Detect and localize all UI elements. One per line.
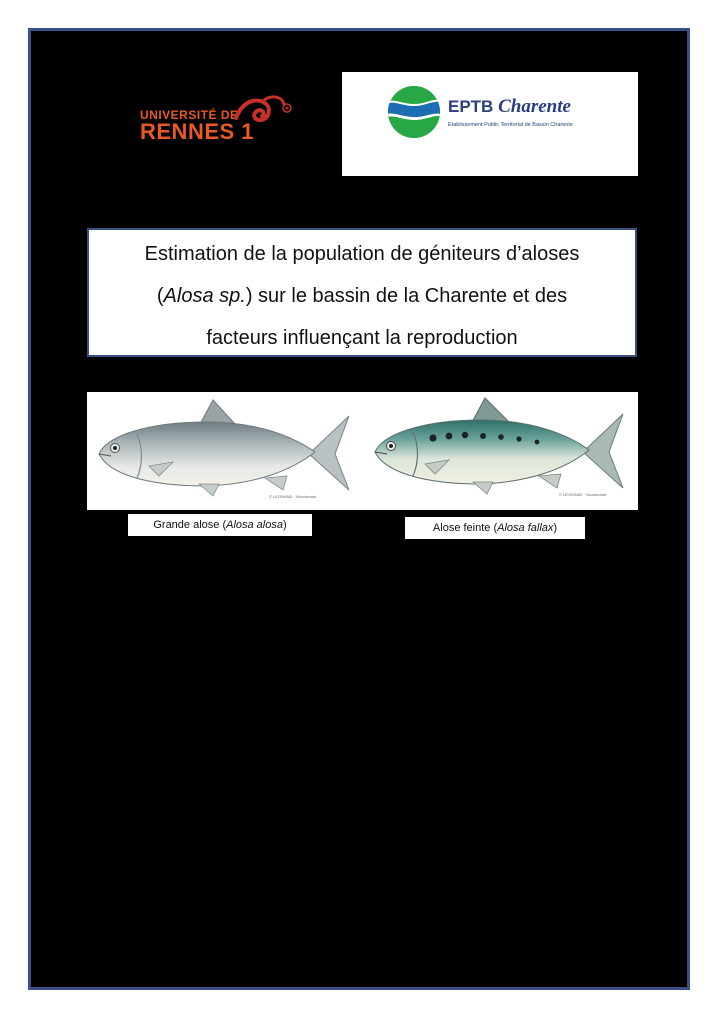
title-line-2: (Alosa sp.) sur le bassin de la Charente et des bbox=[156, 285, 568, 307]
eptb-logo-subtitle: Etablissement Public Territorial de Bassin Charente bbox=[448, 122, 573, 128]
eptb-logo-name-bold: EPTB bbox=[448, 97, 494, 116]
caption-alose-feinte: Alose feinte (Alosa fallax) bbox=[405, 517, 585, 539]
rennes-logo-line2: RENNES 1 bbox=[140, 119, 255, 144]
ermine-emblem-icon bbox=[232, 94, 294, 128]
alose-feinte-illustration bbox=[363, 392, 638, 510]
university-rennes-logo bbox=[138, 94, 298, 150]
title-species-italic: Alosa sp. bbox=[163, 285, 246, 307]
credit-grande-alose: © LEGRAND · Noodsonde bbox=[269, 494, 317, 499]
title-line-1: Estimation de la population de géniteurs d’aloses bbox=[144, 243, 580, 265]
eptb-charente-logo bbox=[342, 72, 638, 176]
title-line-3: facteurs influençant la reproduction bbox=[206, 327, 518, 349]
rennes-logo-line1: UNIVERSITÉ DE bbox=[140, 108, 239, 122]
grande-alose-illustration bbox=[87, 392, 363, 510]
eptb-logo-name-italic: Charente bbox=[498, 96, 571, 117]
fish-illustrations bbox=[87, 392, 638, 510]
credit-alose-feinte: © LEGRAND · Noodsonde bbox=[559, 492, 607, 497]
river-basin-emblem-icon bbox=[386, 84, 442, 140]
caption-grande-alose: Grande alose (Alosa alosa) bbox=[128, 514, 312, 536]
eptb-logo-name bbox=[448, 96, 571, 118]
document-title bbox=[87, 228, 637, 357]
